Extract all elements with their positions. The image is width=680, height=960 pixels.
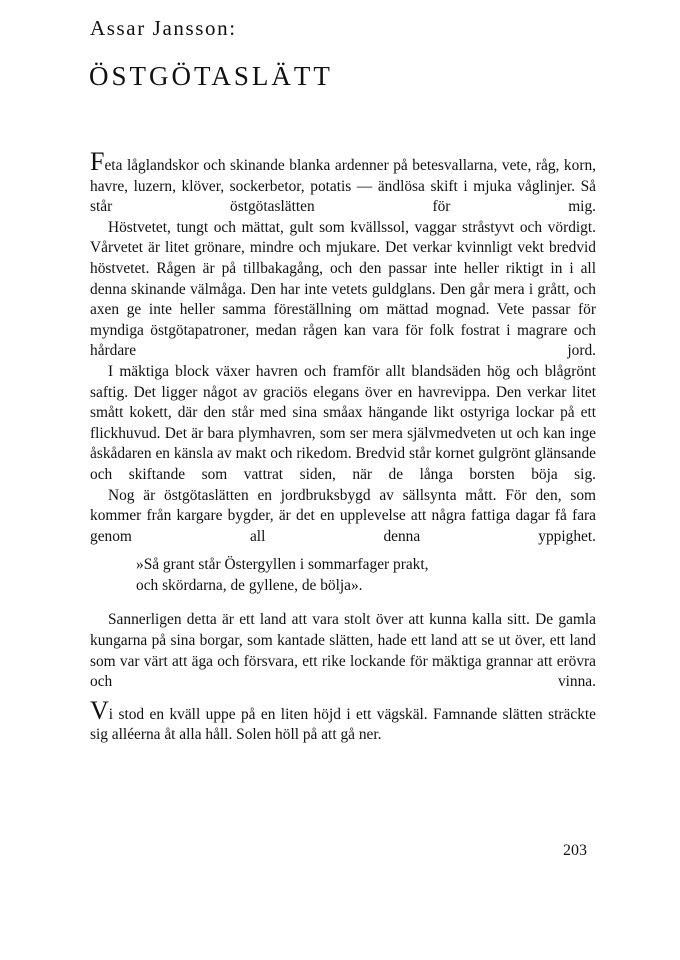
paragraph-5: Sannerligen detta är ett land att vara stolt över att kunna kalla sitt. De gamla kungarna på sina borgar, som kantade slätten, hade ett land att se ut över, ett land som var värt att äga och försvara, ett rike lockande för mäktiga grannar att erövra och vinna.: [90, 611, 596, 691]
verse-quote: [90, 555, 596, 596]
paragraph-1: Feta låglandskor och skinande blanka ardenner på betesvallarna, vete, råg, korn, havre, luzern, klöver, sockerbetor, potatis — ändlösa skift i mjuka våglinjer. Så står östgötaslätten för mig.: [90, 147, 596, 216]
verse-line-2: och skördarna, de gyllene, de bölja».: [136, 576, 363, 594]
article-body: [90, 147, 596, 746]
page-number: 203: [563, 842, 587, 859]
page-title: ÖSTGÖTASLÄTT: [89, 61, 333, 91]
verse-line-1: »Så grant står Östergyllen i sommarfager prakt,: [136, 556, 429, 574]
paragraph-3: I mäktiga block växer havren och framför allt blandsäden hög och blågrönt saftig. Det ligger något av graciös elegans över en havrevippa. Den verkar litet smått kokett, där den står med sina småax hängande likt ostyriga lockar på ett flickhuvud. Det är bara plymhavren, som ser mera självmedveten ut och kan inge åskådaren en känsla av makt och rikedom. Bredvid står kornet gulgrönt glänsande och skiftande som vattrat siden, när de långa borsten böja sig.: [90, 362, 596, 483]
paragraph-6: Vi stod en kväll uppe på en liten höjd i ett vägskäl. Famnande slätten sträckte sig alléerna åt alla håll. Solen höll på att gå ner.: [90, 695, 596, 744]
paragraph-4: Nog är östgötaslätten en jordbruksbygd av sällsynta mått. För den, som kommer från kargare bygder, är det en upplevelse att några fattiga dagar få fara genom all denna yppighet.: [90, 486, 596, 545]
paragraph-2: Höstvetet, tungt och mättat, gult som kvällssol, vaggar stråstyvt och vördigt. Vårvetet är litet grönare, mindre och mjukare. Det verkar kvinnligt vekt bredvid höstvetet. Rågen är på tillbakagång, och den passar inte heller riktigt in i all denna skinande välmåga. Den har inte vetets guldglans. Den går mera i grått, och axen ge inte heller samma föreställning om mättad mognad. Vete passar för myndiga östgötapatroner, medan rågen kan vara för folk fostrat i magrare och hårdare jord.: [90, 218, 596, 360]
author-heading: Assar Jansson:: [90, 16, 237, 40]
